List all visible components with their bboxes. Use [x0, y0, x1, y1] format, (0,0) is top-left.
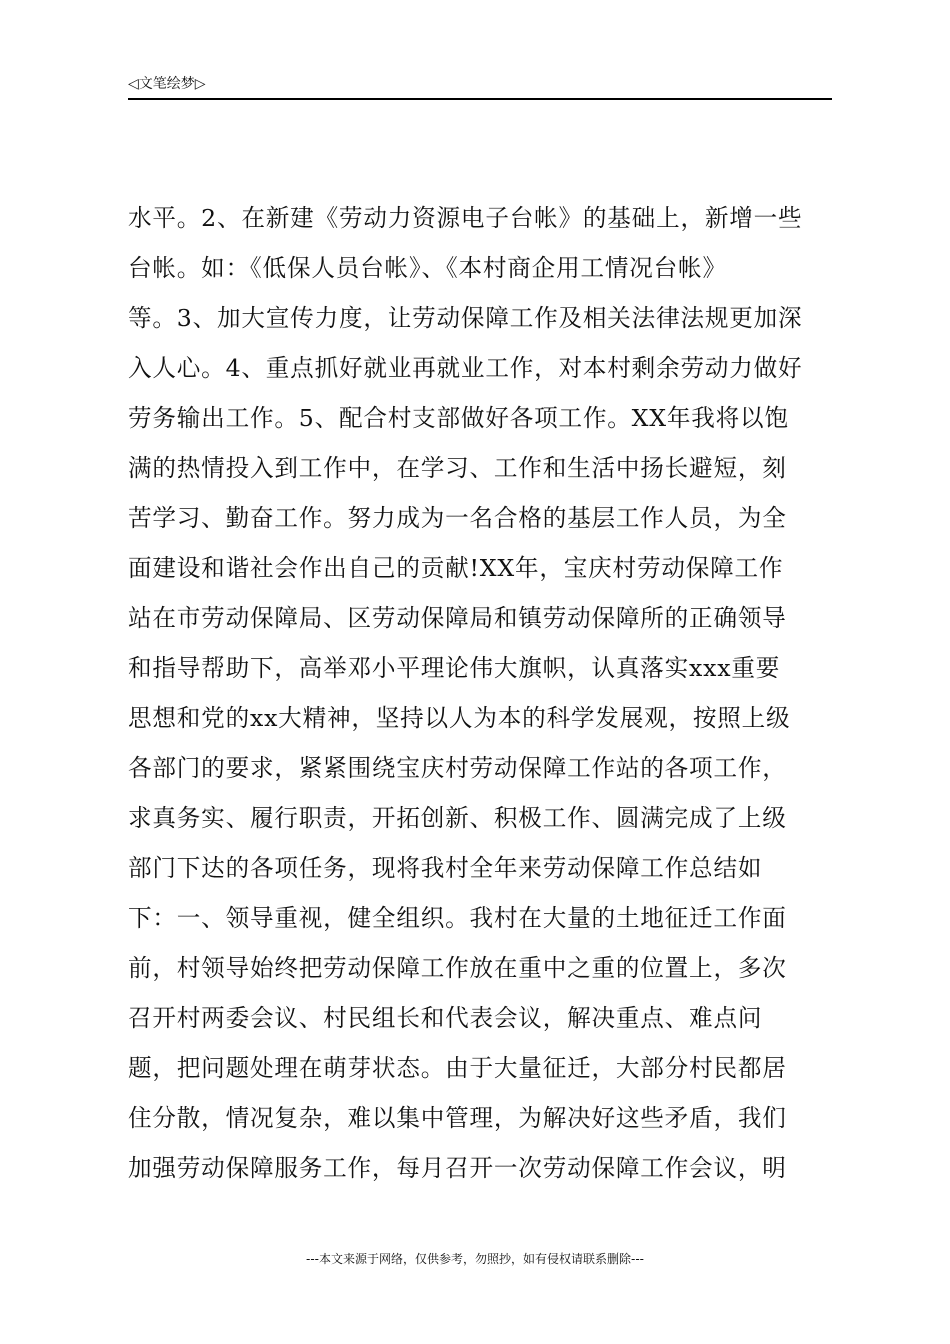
body-line: 面建设和谐社会作出自己的贡献!XX年，宝庆村劳动保障工作 — [128, 554, 784, 582]
page-footer: ---本文来源于网络，仅供参考，勿照抄，如有侵权请联系删除--- — [306, 1252, 644, 1266]
body-line: 各部门的要求，紧紧围绕宝庆村劳动保障工作站的各项工作， — [128, 754, 787, 782]
header-title: ◁文笔绘梦▷ — [128, 76, 206, 92]
body-line: 劳务输出工作。5、配合村支部做好各项工作。XX年我将以饱 — [128, 404, 789, 432]
body-line: 思想和党的xx大精神，坚持以人为本的科学发展观，按照上级 — [128, 704, 791, 732]
body-line: 满的热情投入到工作中，在学习、工作和生活中扬长避短，刻 — [128, 454, 787, 482]
page-header — [128, 74, 832, 100]
body-line: 和指导帮助下，高举邓小平理论伟大旗帜，认真落实xxx重要 — [128, 654, 781, 682]
body-line: 台帐。如：《低保人员台帐》、《本村商企用工情况台帐》 — [128, 254, 727, 282]
body-line: 入人心。4、重点抓好就业再就业工作，对本村剩余劳动力做好 — [128, 354, 803, 382]
body-line: 加强劳动保障服务工作，每月召开一次劳动保障工作会议，明 — [128, 1154, 787, 1182]
body-line: 下：一、领导重视，健全组织。我村在大量的土地征迁工作面 — [128, 904, 787, 932]
body-line: 等。3、加大宣传力度，让劳动保障工作及相关法律法规更加深 — [128, 304, 803, 332]
body-line: 苦学习、勤奋工作。努力成为一名合格的基层工作人员，为全 — [128, 504, 787, 532]
body-line: 水平。2、在新建《劳动力资源电子台帐》的基础上，新增一些 — [128, 204, 803, 232]
body-line: 题，把问题处理在萌芽状态。由于大量征迁，大部分村民都居 — [128, 1054, 787, 1082]
body-line: 前，村领导始终把劳动保障工作放在重中之重的位置上，多次 — [128, 954, 787, 982]
body-line: 部门下达的各项任务，现将我村全年来劳动保障工作总结如 — [128, 854, 763, 882]
body-line: 求真务实、履行职责，开拓创新、积极工作、圆满完成了上级 — [128, 804, 787, 832]
body-line: 站在市劳动保障局、区劳动保障局和镇劳动保障所的正确领导 — [128, 604, 787, 632]
body-line: 召开村两委会议、村民组长和代表会议，解决重点、难点问 — [128, 1004, 763, 1032]
body-text — [128, 193, 838, 1193]
body-line: 住分散，情况复杂，难以集中管理，为解决好这些矛盾，我们 — [128, 1104, 787, 1132]
